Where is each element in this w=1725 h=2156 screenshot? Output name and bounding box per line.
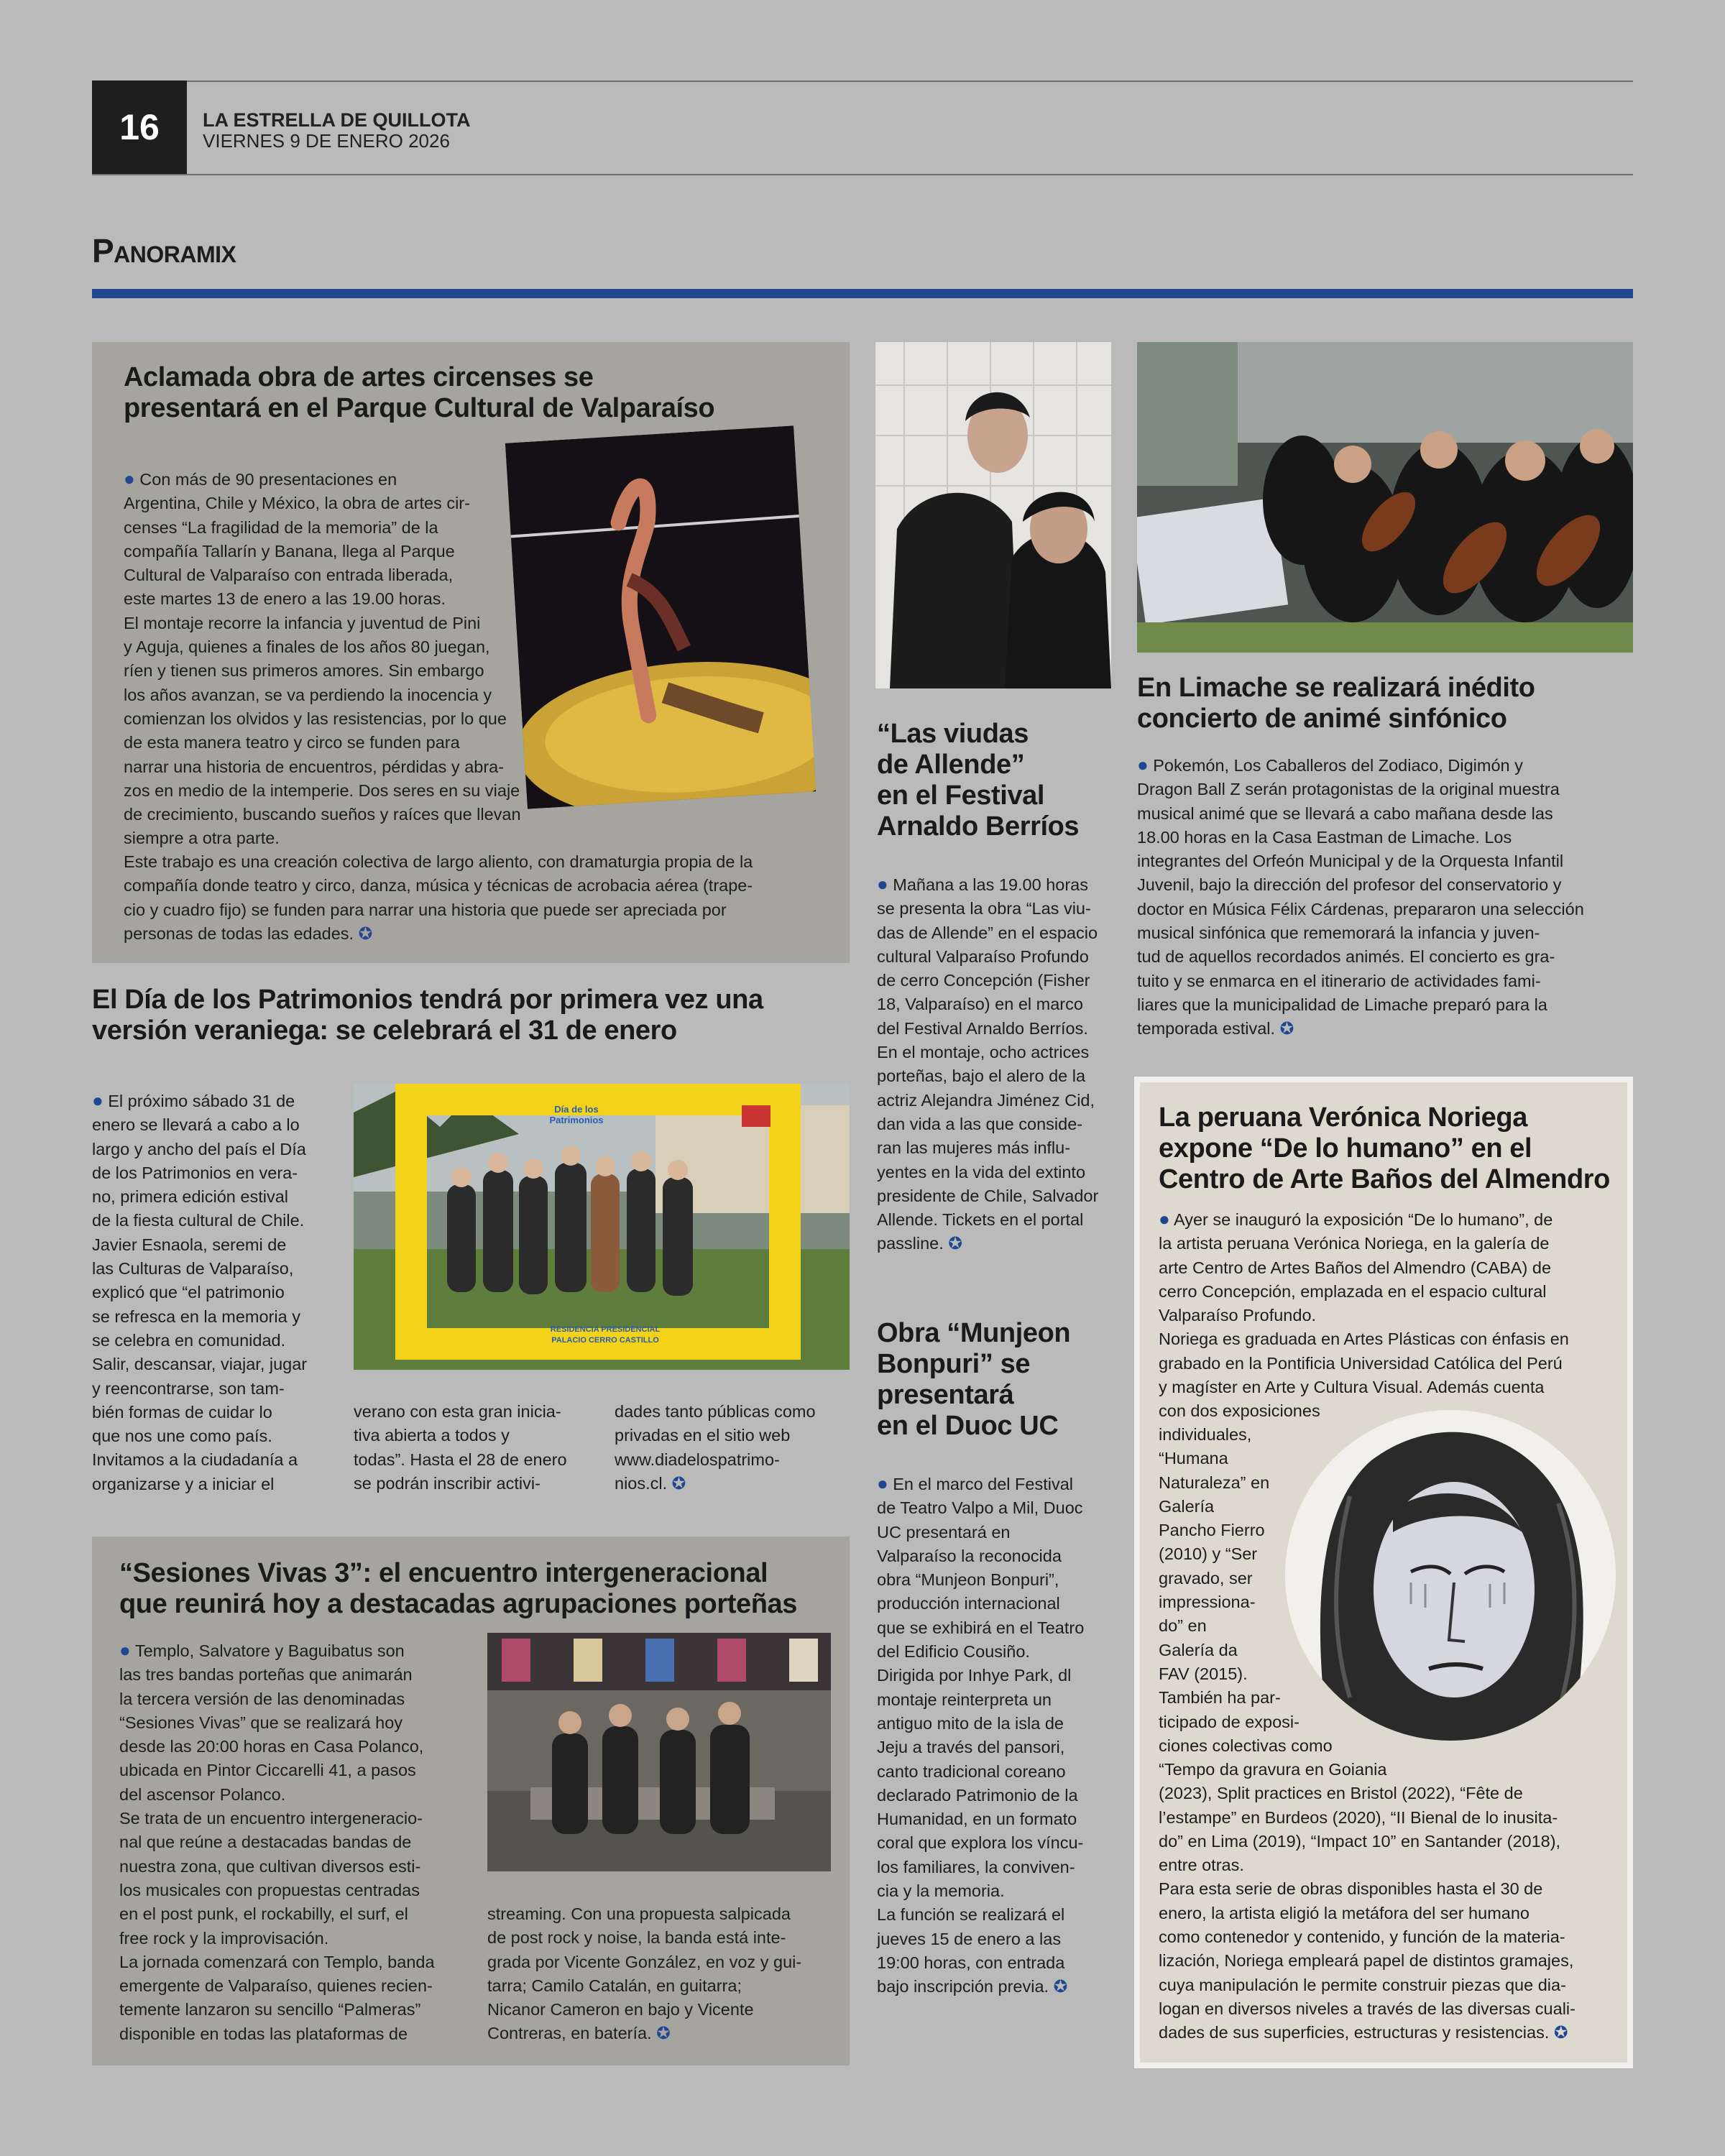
title-line: que reunirá hoy a destacadas agrupaciones porteñas — [119, 1589, 797, 1619]
sesiones-photo — [487, 1633, 831, 1871]
title-line: presentará en el Parque Cultural de Valparaíso — [124, 393, 715, 423]
header-bottom-rule — [92, 174, 1633, 175]
article-noriega-body-c — [1159, 1758, 1576, 2045]
end-mark-icon: ✪ — [1279, 1019, 1294, 1038]
bullet-icon: ● — [124, 468, 135, 489]
bullet-icon: ● — [1159, 1208, 1170, 1230]
title-line: La peruana Verónica Noriega — [1159, 1102, 1527, 1133]
body-text: verano con esta gran inicia- tiva abierta a todos y todas”. Hasta el 28 de enero se podrán inscribir activi- — [354, 1402, 567, 1493]
article-circo-body-a — [124, 467, 521, 851]
publication-date: VIERNES 9 DE ENERO 2026 — [203, 130, 450, 152]
top-rule — [92, 80, 1633, 82]
page-number: 16 — [92, 80, 187, 174]
title-line: Bonpuri” se — [877, 1349, 1031, 1379]
title-line: “Las viudas — [877, 719, 1029, 749]
article-circo-body-b — [124, 850, 753, 946]
title-line: Obra “Munjeon — [877, 1318, 1071, 1348]
title-line: concierto de animé sinfónico — [1137, 704, 1507, 734]
article-noriega-title — [1159, 1102, 1610, 1195]
end-mark-icon: ✪ — [1053, 1977, 1068, 1996]
end-mark-icon: ✪ — [358, 923, 373, 943]
body-text: “Tempo da gravura en Goiania (2023), Split practices en Bristol (2022), “Fête de l’estampe” en Burdeos (2020), “II Bienal de lo inusita- do” en Lima (2019), “Impact 10” en Santander (2018), entre otras. Para esta serie de obras disponibles hasta el 30 de enero, la artista eligió la metáfora del ser humano como contenedor y contenido, y función de la materia- lización, Noriega empleará papel de distintos gramajes, cuya manipulación le permite construir piezas que dia- logan en diversos niveles a través de las diversas cuali- dades de sus superficies, estructuras y resistencias. — [1159, 1760, 1576, 2042]
article-patrimonios-col2 — [354, 1400, 567, 1496]
title-line: en el Festival — [877, 780, 1045, 811]
photo-sign-text: Patrimonios — [549, 1115, 604, 1125]
body-text: Mañana a las 19.00 horas se presenta la obra “Las viu- das de Allende” en el espacio cultural Valparaíso Profundo de cerro Concepción (Fisher 18, Valparaíso) en el marco del Festival Arnaldo Berríos. En el montaje, ocho actrices porteñas, bajo el alero de la actriz Alejandra Jiménez Cid, dan vida a las que conside- ran las mujeres más influ- yentes en la vida del extinto presidente de Chile, Salvador Allende. Tickets en el portal passline. — [877, 875, 1099, 1253]
body-text: En el marco del Festival de Teatro Valpo a Mil, Duoc UC presentará en Valparaíso la reconocida obra “Munjeon Bonpuri”, producción internacional que se exhibirá en el Teatro del Edificio Cousiño. Dirigida por Inhye Park, dl montaje reinterpreta un antiguo mito de la isla de Jeju a través del pansori, canto tradicional coreano declarado Patrimonio de la Humanidad, en un formato coral que explora los víncu- los familiares, la conviven- cia y la memoria. La función se realizará el jueves 15 de enero a las 19:00 horas, con entrada bajo inscripción previa. — [877, 1475, 1085, 1996]
bullet-icon: ● — [1137, 754, 1149, 775]
article-viudas-title — [877, 719, 1079, 842]
end-mark-icon: ✪ — [671, 1473, 686, 1493]
title-line: de Allende” — [877, 750, 1025, 780]
article-patrimonios-col1 — [92, 1089, 307, 1496]
title-line: en el Duoc UC — [877, 1411, 1059, 1441]
title-line: versión veraniega: se celebrará el 31 de enero — [92, 1015, 677, 1046]
title-line: En Limache se realizará inédito — [1137, 673, 1535, 703]
title-line: Centro de Arte Baños del Almendro — [1159, 1164, 1610, 1194]
article-sesiones-col2 — [487, 1902, 801, 2046]
body-text: El próximo sábado 31 de enero se llevará a cabo a lo largo y ancho del país el Día de los Patrimonios en vera- no, primera edición estival de la fiesta cultural de Chile. Javier Esnaola, seremi de las Culturas de Valparaíso, explicó que “el patrimonio se refresca en la memoria y se celebra en comunidad. Salir, descansar, viajar, jugar y reencontrarse, son tam- bién formas de cuidar lo que nos une como país. Invitamos a la ciudadanía a organizarse y a iniciar el — [92, 1092, 308, 1493]
section-title: Panoramix — [92, 232, 236, 270]
bullet-icon: ● — [877, 873, 888, 895]
photo-banner-text: RESIDENCIA PRESIDENCIAL — [550, 1325, 661, 1334]
body-text: Con más de 90 presentaciones en Argentina, Chile y México, la obra de artes cir- censes “La fragilidad de la memoria” de la compañía Tallarín y Banana, llega al Parque Cultural de Valparaíso con entrada liberada, este martes 13 de enero a las 19.00 horas. El montaje recorre la infancia y juventud de Pini y Aguja, quienes a finales de los años 80 juegan, ríen y tienen sus primeros amores. Sin embargo los años avanzan, se va perdiendo la inocencia y comienzan los olvidos y las resistencias, por lo que de esta manera teatro y circo se funden para narrar una historia de encuentros, pérdidas y abra- zos en medio de la intemperie. Dos seres en su viaje de crecimiento, buscando sueños y raíces que llevan siempre a otra parte. — [124, 470, 521, 848]
article-anime-body — [1137, 753, 1584, 1041]
body-text: dades tanto públicas como privadas en el sitio web www.diadelospatrimo- nios.cl. — [615, 1402, 816, 1493]
photo-sign-text: Día de los — [554, 1104, 599, 1115]
article-noriega-body-a — [1159, 1207, 1569, 1424]
noriega-portrait-artwork — [1285, 1410, 1616, 1741]
article-viudas-body — [877, 872, 1098, 1256]
body-text: Templo, Salvatore y Baguibatus son las tres bandas porteñas que animarán la tercera versión de las denominadas “Sesiones Vivas” que se realizará hoy desde las 20:00 horas en Casa Polanco, ubicada en Pintor Ciccarelli 41, a pasos del ascensor Polanco. Se trata de un encuentro intergeneracio- nal que reúne a destacadas bandas de nuestra zona, que cultivan diversos esti- los musicales con propuestas centradas en el post punk, el rockabilly, el surf, el free rock y la improvisación. La jornada comenzará con Templo, banda emergente de Valparaíso, quienes recien- temente lanzaron su sencillo “Palmeras” disponible en todas las plataformas de — [119, 1641, 435, 2043]
publication-name: LA ESTRELLA DE QUILLOTA — [203, 109, 471, 131]
article-sesiones-title — [119, 1558, 797, 1620]
article-anime-title — [1137, 673, 1535, 734]
title-line: Arnaldo Berríos — [877, 811, 1080, 842]
bullet-icon: ● — [877, 1473, 888, 1494]
body-text: streaming. Con una propuesta salpicada de post rock y noise, la banda está inte- grada por Vicente González, en voz y gui- tarra; Camilo Catalán, en guitarra; Nicanor Cameron en bajo y Vicente Contreras, en batería. — [487, 1904, 802, 2043]
patrimonios-photo — [354, 1084, 850, 1370]
title-line: presentará — [877, 1380, 1014, 1410]
body-text: Este trabajo es una creación colectiva de largo aliento, con dramaturgia propia de la compañía donde teatro y circo, danza, música y técnicas de acrobacia aérea (trape- cio y cuadro fijo) se funden para narrar una historia que puede ser apreciada por personas de todas las edades. — [124, 852, 753, 943]
article-munjeon-body — [877, 1472, 1084, 1999]
title-line: “Sesiones Vivas 3”: el encuentro intergeneracional — [119, 1558, 768, 1588]
bullet-icon: ● — [119, 1639, 131, 1661]
section-rule — [92, 289, 1633, 298]
article-sesiones-col1 — [119, 1639, 435, 2046]
title-line: Aclamada obra de artes circenses se — [124, 362, 594, 392]
title-line: expone “De lo humano” en el — [1159, 1133, 1532, 1164]
article-munjeon-title — [877, 1318, 1070, 1442]
end-mark-icon: ✪ — [948, 1234, 962, 1253]
end-mark-icon: ✪ — [656, 2024, 671, 2043]
end-mark-icon: ✪ — [1553, 2023, 1568, 2042]
title-line: El Día de los Patrimonios tendrá por primera vez una — [92, 985, 763, 1015]
body-text: Ayer se inauguró la exposición “De lo humano”, de la artista peruana Verónica Noriega, en la galería de arte Centro de Artes Baños del Almendro (CABA) de cerro Concepción, emplazada en el espacio cultural Valparaíso Profundo. Noriega es graduada en Artes Plásticas con énfasis en grabado en la Pontificia Universidad Católica del Perú y magíster en Arte y Cultura Visual. Además cuenta con dos exposiciones — [1159, 1210, 1569, 1421]
body-text: Pokemón, Los Caballeros del Zodiaco, Digimón y Dragon Ball Z serán protagonistas de la original muestra musical animé que se llevará a cabo mañana desde las 18.00 horas en la Casa Eastman de Limache. Los integrantes del Orfeón Municipal y de la Orquesta Infantil Juvenil, bajo la dirección del profesor del conservatorio y doctor en Música Félix Cárdenas, prepararon una selección musical sinfónica que rememorará la infancia y juven- tud de aquellos recordados animés. El concierto es gra- tuito y se enmarca en el itinerario de actividades fami- liares que la municipalidad de Limache preparó para la temporada estival. — [1137, 756, 1584, 1038]
body-text: individuales, “Humana Naturaleza” en Galería Pancho Fierro (2010) y “Ser gravado, ser impressiona- do” en Galería da FAV (2015). También ha par- ticipado de exposi- ciones colectivas como — [1159, 1425, 1333, 1755]
anime-orchestra-photo — [1137, 342, 1633, 653]
photo-banner-text: PALACIO CERRO CASTILLO — [551, 1336, 659, 1345]
bullet-icon: ● — [92, 1089, 104, 1111]
article-patrimonios-col3 — [615, 1400, 816, 1496]
article-circo-title — [124, 362, 714, 424]
circus-photo — [505, 425, 816, 809]
article-patrimonios-title — [92, 985, 763, 1046]
viudas-photo — [875, 342, 1111, 688]
